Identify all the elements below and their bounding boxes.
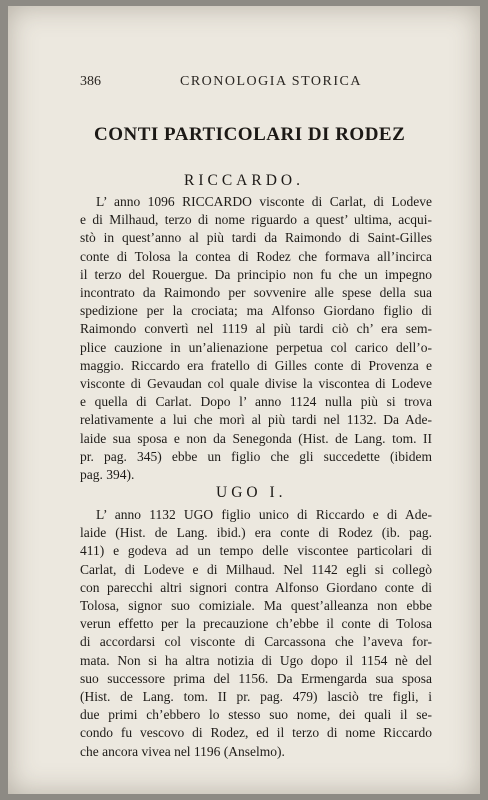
text-line: Tolosa, signor suo comiziale. Ma quest’alleanza non ebbe <box>80 598 432 614</box>
section-heading-riccardo: RICCARDO. <box>184 172 304 189</box>
text-line: spedizione per la crociata; ma Alfonso Giordano figlio di <box>80 303 432 319</box>
section-heading-ugo: UGO I. <box>216 484 287 501</box>
page-number: 386 <box>80 74 101 89</box>
text-line: e quella di Carlat. Dopo l’ anno 1124 nulla più si trova <box>80 394 432 410</box>
text-line: 411) e godeva ad un tempo delle viscontee particolari di <box>80 543 432 559</box>
text-line: condo fu vescovo di Rodez, ed il terzo di nome Riccardo <box>80 725 432 741</box>
text-line: pag. 394). <box>80 467 135 483</box>
text-line: il terzo del Rouergue. Da principio non fu che un impegno <box>80 266 432 282</box>
text-line: conte di Tolosa la contea di Rodez che formava all’incirca <box>80 248 432 264</box>
text-line: che ancora vivea nel 1196 (Anselmo). <box>80 743 285 759</box>
text-line: L’ anno 1132 UGO figlio unico di Riccardo e di Ade- <box>96 507 432 522</box>
text-line: laide sua sposa e non da Senegonda (Hist. de Lang. tom. II <box>80 430 432 446</box>
text-line: di accordarsi col visconte di Carcassona che l’aveva for- <box>80 634 432 650</box>
text-line: verun effetto per la precauzione ch’ebbe il conte di Tolosa <box>80 616 432 632</box>
chapter-title: CONTI PARTICOLARI DI RODEZ <box>94 124 406 145</box>
text-line: visconte di Gevaudan col quale divise la viscontea di Lodeve <box>80 376 432 392</box>
text-line: e di Milhaud, terzo di nome riguardo a quest’ ultima, acqui- <box>80 212 432 228</box>
running-title: CRONOLOGIA STORICA <box>180 74 362 89</box>
text-line: incontrato da Raimondo per sovvenire alle spese della sua <box>80 285 432 301</box>
text-line: mata. Non si ha altra notizia di Ugo dopo il 1154 nè del <box>80 652 432 668</box>
text-line: relativamente a lui che morì al più tardi nel 1132. Da Ade- <box>80 412 432 428</box>
text-line: suo successore prima del 1156. Da Ermengarda sua sposa <box>80 670 432 686</box>
text-line: L’ anno 1096 RICCARDO visconte di Carlat, di Lodeve <box>96 194 432 209</box>
text-line: laide (Hist. de Lang. ibid.) era conte di Rodez (ib. pag. <box>80 525 432 541</box>
book-page <box>8 6 480 794</box>
text-line: stò in quest’anno al più tardi da Raimondo di Saint-Gilles <box>80 230 432 246</box>
section-body-riccardo <box>80 193 432 484</box>
text-line: maggio. Riccardo era fratello di Gilles conte di Provenza e <box>80 357 432 373</box>
text-line: (Hist. de Lang. tom. II pr. pag. 479) lasciò tre figli, i <box>80 689 432 705</box>
text-line: due primi ch’ebbero lo stesso suo nome, dei quali il se- <box>80 707 432 723</box>
text-line: pr. pag. 345) ebbe un figlio che gli succedette (ibidem <box>80 448 432 464</box>
text-line: plice cauzione in un’alienazione perpetua col carico dell’o- <box>80 339 432 355</box>
text-line: Carlat, di Lodeve e di Milhaud. Nel 1142 egli si collegò <box>80 561 432 577</box>
text-line: Raimondo convertì nel 1119 al più tardi ciò ch’ era sem- <box>80 321 432 337</box>
section-body-ugo <box>80 506 432 761</box>
text-line: con parecchi altri signori contra Alfonso Giordano conte di <box>80 579 432 595</box>
